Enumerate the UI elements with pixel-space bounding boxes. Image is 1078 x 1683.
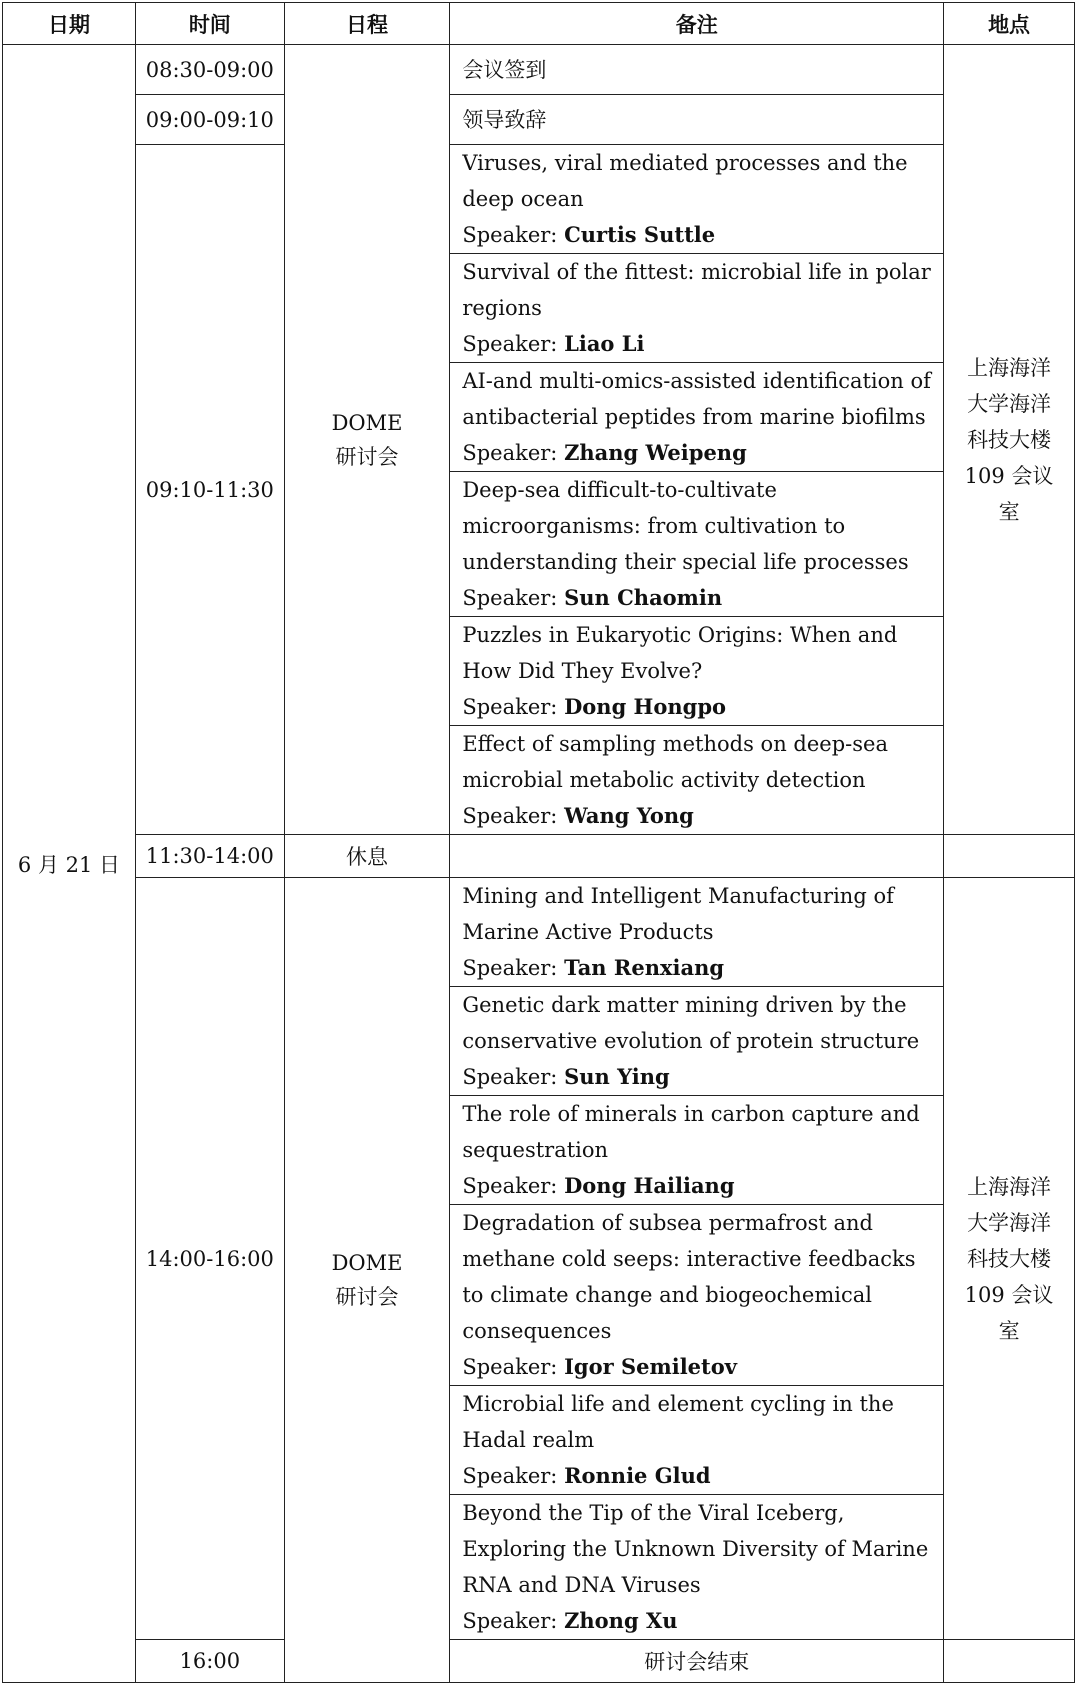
note-cell-empty (450, 835, 944, 878)
header-location: 地点 (944, 3, 1075, 45)
time-cell: 16:00 (135, 1640, 284, 1683)
speaker-label: Speaker: (462, 1065, 558, 1089)
note-cell: 会议签到 (450, 45, 944, 95)
table-row (3, 1640, 1075, 1683)
speaker-name: Sun Ying (564, 1064, 670, 1089)
speaker-name: Igor Semiletov (564, 1354, 737, 1379)
location-line: 109 会议 (964, 463, 1054, 488)
talk-cell (450, 363, 944, 472)
talk-title: Microbial life and element cycling in the Hadal realm (462, 1392, 894, 1452)
talk-cell (450, 1096, 944, 1205)
schedule-name: DOME (331, 1251, 403, 1275)
table-row (3, 835, 1075, 878)
table-row (3, 95, 1075, 145)
speaker-label: Speaker: (462, 441, 558, 465)
time-cell: 14:00-16:00 (135, 878, 284, 1640)
schedule-cell-morning (284, 45, 450, 835)
talk-cell (450, 1205, 944, 1386)
location-line: 科技大楼 (967, 427, 1052, 452)
talk-title: Degradation of subsea permafrost and methane cold seeps: interactive feedbacks to climate change and biogeochemical consequences (462, 1211, 916, 1343)
location-line: 科技大楼 (967, 1246, 1052, 1271)
location-line: 109 会议 (964, 1282, 1054, 1307)
speaker-label: Speaker: (462, 1609, 558, 1633)
location-line: 室 (998, 1318, 1020, 1343)
speaker-label: Speaker: (462, 956, 558, 980)
location-line: 大学海洋 (967, 1210, 1052, 1235)
talk-speaker (462, 1458, 933, 1494)
table-row (3, 45, 1075, 95)
talk-speaker (462, 1168, 933, 1204)
location-line: 大学海洋 (967, 391, 1052, 416)
header-row (3, 3, 1075, 45)
schedule-type: 研讨会 (335, 1285, 399, 1309)
time-cell: 08:30-09:00 (135, 45, 284, 95)
speaker-label: Speaker: (462, 1174, 558, 1198)
schedule-name: DOME (331, 410, 403, 435)
talk-cell (450, 1495, 944, 1640)
speaker-label: Speaker: (462, 695, 558, 719)
speaker-label: Speaker: (462, 1355, 558, 1379)
location-line: 室 (998, 499, 1020, 524)
talk-cell (450, 617, 944, 726)
speaker-name: Zhong Xu (564, 1608, 678, 1633)
date-cell: 6 月 21 日 (3, 45, 136, 1683)
speaker-label: Speaker: (462, 332, 558, 356)
note-cell: 领导致辞 (450, 95, 944, 145)
talk-cell (450, 145, 944, 254)
speaker-name: Wang Yong (564, 803, 694, 828)
talk-speaker (462, 580, 933, 616)
talk-speaker (462, 435, 933, 471)
schedule-cell-afternoon (284, 878, 450, 1683)
talk-title: The role of minerals in carbon capture and sequestration (462, 1102, 920, 1162)
talk-speaker (462, 217, 933, 253)
speaker-name: Sun Chaomin (564, 585, 723, 610)
talk-cell (450, 987, 944, 1096)
table-row (3, 878, 1075, 987)
location-cell-empty (944, 1640, 1075, 1683)
talk-title: Viruses, viral mediated processes and the deep ocean (462, 151, 908, 211)
talk-cell (450, 878, 944, 987)
table-row (3, 145, 1075, 254)
location-line: 上海海洋 (967, 1174, 1052, 1199)
location-cell-empty (944, 835, 1075, 878)
talk-title: Beyond the Tip of the Viral Iceberg, Exploring the Unknown Diversity of Marine RNA and DNA Viruses (462, 1501, 929, 1597)
speaker-name: Zhang Weipeng (564, 440, 747, 465)
location-cell-morning (944, 45, 1075, 835)
talk-speaker (462, 1059, 933, 1095)
speaker-label: Speaker: (462, 586, 558, 610)
speaker-name: Ronnie Glud (564, 1463, 711, 1488)
talk-speaker (462, 689, 933, 725)
schedule-cell-break: 休息 (284, 835, 450, 878)
talk-title: Deep-sea difficult-to-cultivate microorganisms: from cultivation to understanding their special life processes (462, 478, 909, 574)
talk-title: AI-and multi-omics-assisted identification of antibacterial peptides from marine biofilms (462, 369, 931, 429)
time-cell: 09:10-11:30 (135, 145, 284, 835)
talk-cell (450, 254, 944, 363)
speaker-name: Liao Li (564, 331, 645, 356)
talk-speaker (462, 798, 933, 834)
talk-cell (450, 726, 944, 835)
time-cell: 09:00-09:10 (135, 95, 284, 145)
note-cell-end: 研讨会结束 (450, 1640, 944, 1683)
speaker-label: Speaker: (462, 804, 558, 828)
talk-title: Puzzles in Eukaryotic Origins: When and How Did They Evolve? (462, 623, 898, 683)
talk-cell (450, 1386, 944, 1495)
schedule-type: 研讨会 (335, 444, 399, 469)
talk-title: Survival of the fittest: microbial life in polar regions (462, 260, 931, 320)
location-line: 上海海洋 (967, 355, 1052, 380)
talk-speaker (462, 1349, 933, 1385)
schedule-sheet (2, 2, 1075, 1674)
talk-speaker (462, 326, 933, 362)
header-time: 时间 (135, 3, 284, 45)
speaker-name: Tan Renxiang (564, 955, 725, 980)
speaker-label: Speaker: (462, 1464, 558, 1488)
header-date: 日期 (3, 3, 136, 45)
location-cell-afternoon (944, 878, 1075, 1640)
talk-cell (450, 472, 944, 617)
talk-title: Genetic dark matter mining driven by the conservative evolution of protein structure (462, 993, 920, 1053)
talk-title: Effect of sampling methods on deep-sea microbial metabolic activity detection (462, 732, 888, 792)
talk-speaker (462, 950, 933, 986)
talk-speaker (462, 1603, 933, 1639)
speaker-name: Dong Hailiang (564, 1173, 735, 1198)
time-cell: 11:30-14:00 (135, 835, 284, 878)
header-notes: 备注 (450, 3, 944, 45)
speaker-name: Dong Hongpo (564, 694, 727, 719)
speaker-name: Curtis Suttle (564, 222, 716, 247)
header-schedule: 日程 (284, 3, 450, 45)
schedule-table (2, 2, 1075, 1683)
talk-title: Mining and Intelligent Manufacturing of Marine Active Products (462, 884, 894, 944)
speaker-label: Speaker: (462, 223, 558, 247)
